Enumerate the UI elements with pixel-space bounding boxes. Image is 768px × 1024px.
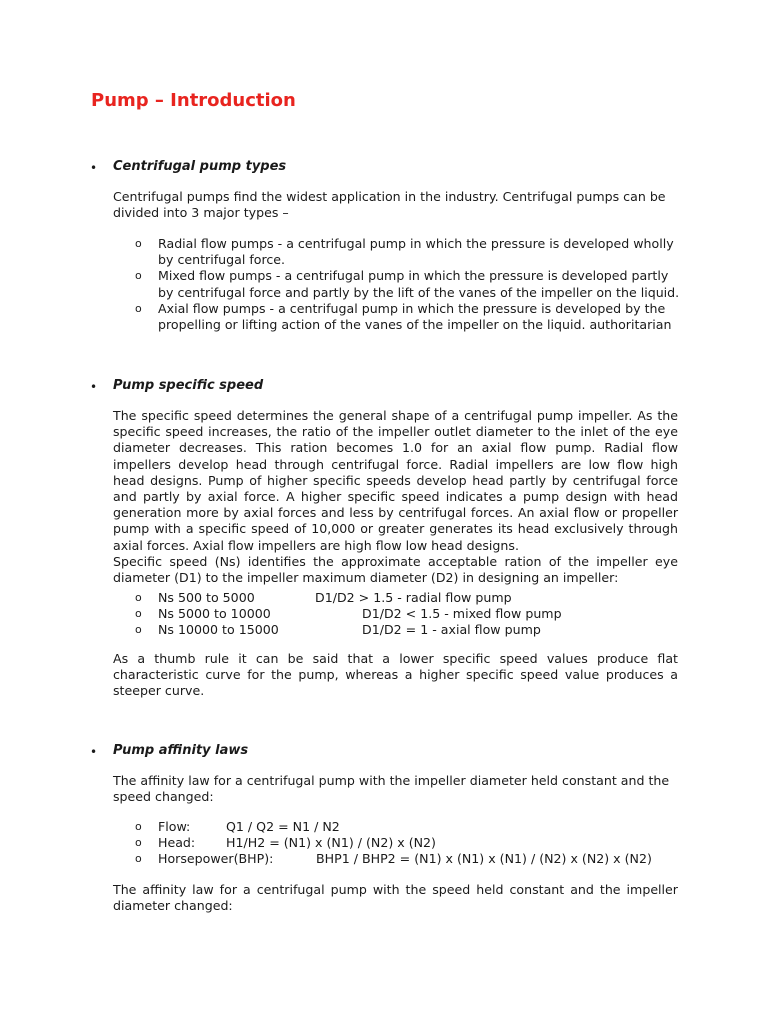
law-formula: Q1 / Q2 = N1 / N2	[226, 819, 340, 834]
list-item-head	[113, 835, 683, 851]
list-marker: o	[135, 623, 142, 637]
list-item-line: by centrifugal force and partly by the lift of the vanes of the impeller on the liquid.	[158, 284, 680, 300]
paragraph-line: generation more by axial forces and less by centrifugal forces. An axial flow or propeller	[113, 505, 678, 521]
list-marker: o	[135, 852, 142, 866]
list-item-ns-500-5000	[113, 590, 683, 606]
list-marker: o	[135, 269, 142, 283]
list-marker: o	[135, 591, 142, 604]
list-item-flow	[113, 819, 683, 835]
list-item-line: Mixed flow pumps - a centrifugal pump in which the pressure is developed partly	[158, 268, 669, 284]
paragraph-line: diameter (D1) to the impeller maximum diameter (D2) in designing an impeller:	[113, 570, 619, 586]
paragraph-line: and partly by axial force. A higher specific speed indicates a pump design with head	[113, 489, 678, 505]
ratio-text: D1/D2 > 1.5 - radial flow pump	[315, 590, 512, 605]
paragraph-line: characteristic curve for the pump, whereas a higher specific speed value produces a	[113, 667, 678, 683]
law-formula: H1/H2 = (N1) x (N1) / (N2) x (N2)	[226, 835, 436, 851]
list-item-line: Axial flow pumps - a centrifugal pump in which the pressure is developed by the	[158, 300, 666, 316]
paragraph-line: diameter changed:	[113, 898, 233, 914]
paragraph-line: axial forces. Axial flow impellers are high flow low head designs.	[113, 537, 519, 553]
paragraph-line: Specific speed (Ns) identifies the approximate acceptable ration of the impeller eye	[113, 553, 678, 569]
law-formula: BHP1 / BHP2 = (N1) x (N1) x (N1) / (N2) x (N2) x (N2)	[316, 851, 652, 867]
paragraph-line: speed changed:	[113, 789, 214, 805]
bullet-centrifugal-pump-types: •	[90, 161, 98, 175]
list-marker: o	[135, 836, 142, 850]
paragraph-line: The affinity law for a centrifugal pump with the impeller diameter held constant and the	[113, 773, 670, 788]
paragraph-line: head designs. Pump of higher specific speeds develop head partly by centrifugal force	[113, 472, 678, 488]
list-item-line: Radial flow pumps - a centrifugal pump in which the pressure is developed wholly	[158, 236, 674, 251]
ns-range: Ns 5000 to 10000	[158, 606, 271, 622]
law-label: Head:	[158, 835, 196, 851]
paragraph-line: Centrifugal pumps find the widest application in the industry. Centrifugal pumps can be	[113, 189, 666, 204]
specific-speed-list	[113, 590, 683, 639]
paragraph-line: diameter decreases. This ration becomes 1.0 for an axial flow pump. Radial flow	[113, 440, 678, 456]
law-label: Horsepower(BHP):	[158, 851, 274, 867]
list-item-line: by centrifugal force.	[158, 252, 286, 268]
list-item-ns-10000-15000	[113, 622, 683, 638]
paragraph-specific-speed	[113, 408, 678, 586]
paragraph-line: steeper curve.	[113, 683, 205, 699]
page-title: Pump – Introduction	[91, 90, 296, 111]
list-item-line: propelling or lifting action of the vanes of the impeller on the liquid. authoritarian	[158, 317, 672, 333]
section-heading-pump-affinity-laws: Pump affinity laws	[113, 743, 249, 758]
paragraph-line: impellers develop head through centrifugal force. Radial impellers are low flow high	[113, 456, 678, 472]
list-marker: o	[135, 820, 142, 833]
paragraph-affinity-speed-constant	[113, 882, 678, 914]
affinity-law-list	[113, 819, 683, 868]
list-item-ns-5000-10000	[113, 606, 683, 622]
section-heading-centrifugal-pump-types: Centrifugal pump types	[113, 159, 287, 174]
list-item-mixed-flow	[113, 268, 683, 300]
paragraph-thumb-rule	[113, 651, 678, 700]
paragraph-line: The specific speed determines the general shape of a centrifugal pump impeller. As the	[113, 408, 678, 423]
list-item-radial-flow	[113, 236, 683, 268]
list-marker: o	[135, 301, 142, 315]
bullet-pump-specific-speed: •	[90, 380, 98, 394]
list-item-axial-flow	[113, 301, 683, 333]
list-marker: o	[135, 237, 142, 250]
law-label: Flow:	[158, 819, 191, 834]
paragraph-line: As a thumb rule it can be said that a lower specific speed values produce flat	[113, 651, 678, 666]
paragraph-centrifugal-intro	[113, 189, 678, 221]
paragraph-line: specific speed increases, the ratio of the impeller outlet diameter to the inlet of the eye	[113, 424, 678, 440]
ratio-text: D1/D2 < 1.5 - mixed flow pump	[362, 606, 562, 622]
paragraph-line: pump with a specific speed of 10,000 or greater generates its head exclusively through	[113, 521, 678, 537]
list-item-horsepower	[113, 851, 683, 867]
bullet-pump-affinity-laws: •	[90, 745, 98, 759]
paragraph-line: The affinity law for a centrifugal pump with the speed held constant and the impeller	[113, 882, 678, 897]
section-heading-pump-specific-speed: Pump specific speed	[113, 378, 264, 393]
paragraph-affinity-diameter-constant	[113, 773, 678, 805]
paragraph-line: divided into 3 major types –	[113, 205, 289, 221]
ns-range: Ns 500 to 5000	[158, 590, 255, 605]
list-marker: o	[135, 607, 142, 621]
ns-range: Ns 10000 to 15000	[158, 622, 279, 638]
ratio-text: D1/D2 = 1 - axial flow pump	[362, 622, 541, 638]
pump-types-list	[113, 236, 683, 333]
